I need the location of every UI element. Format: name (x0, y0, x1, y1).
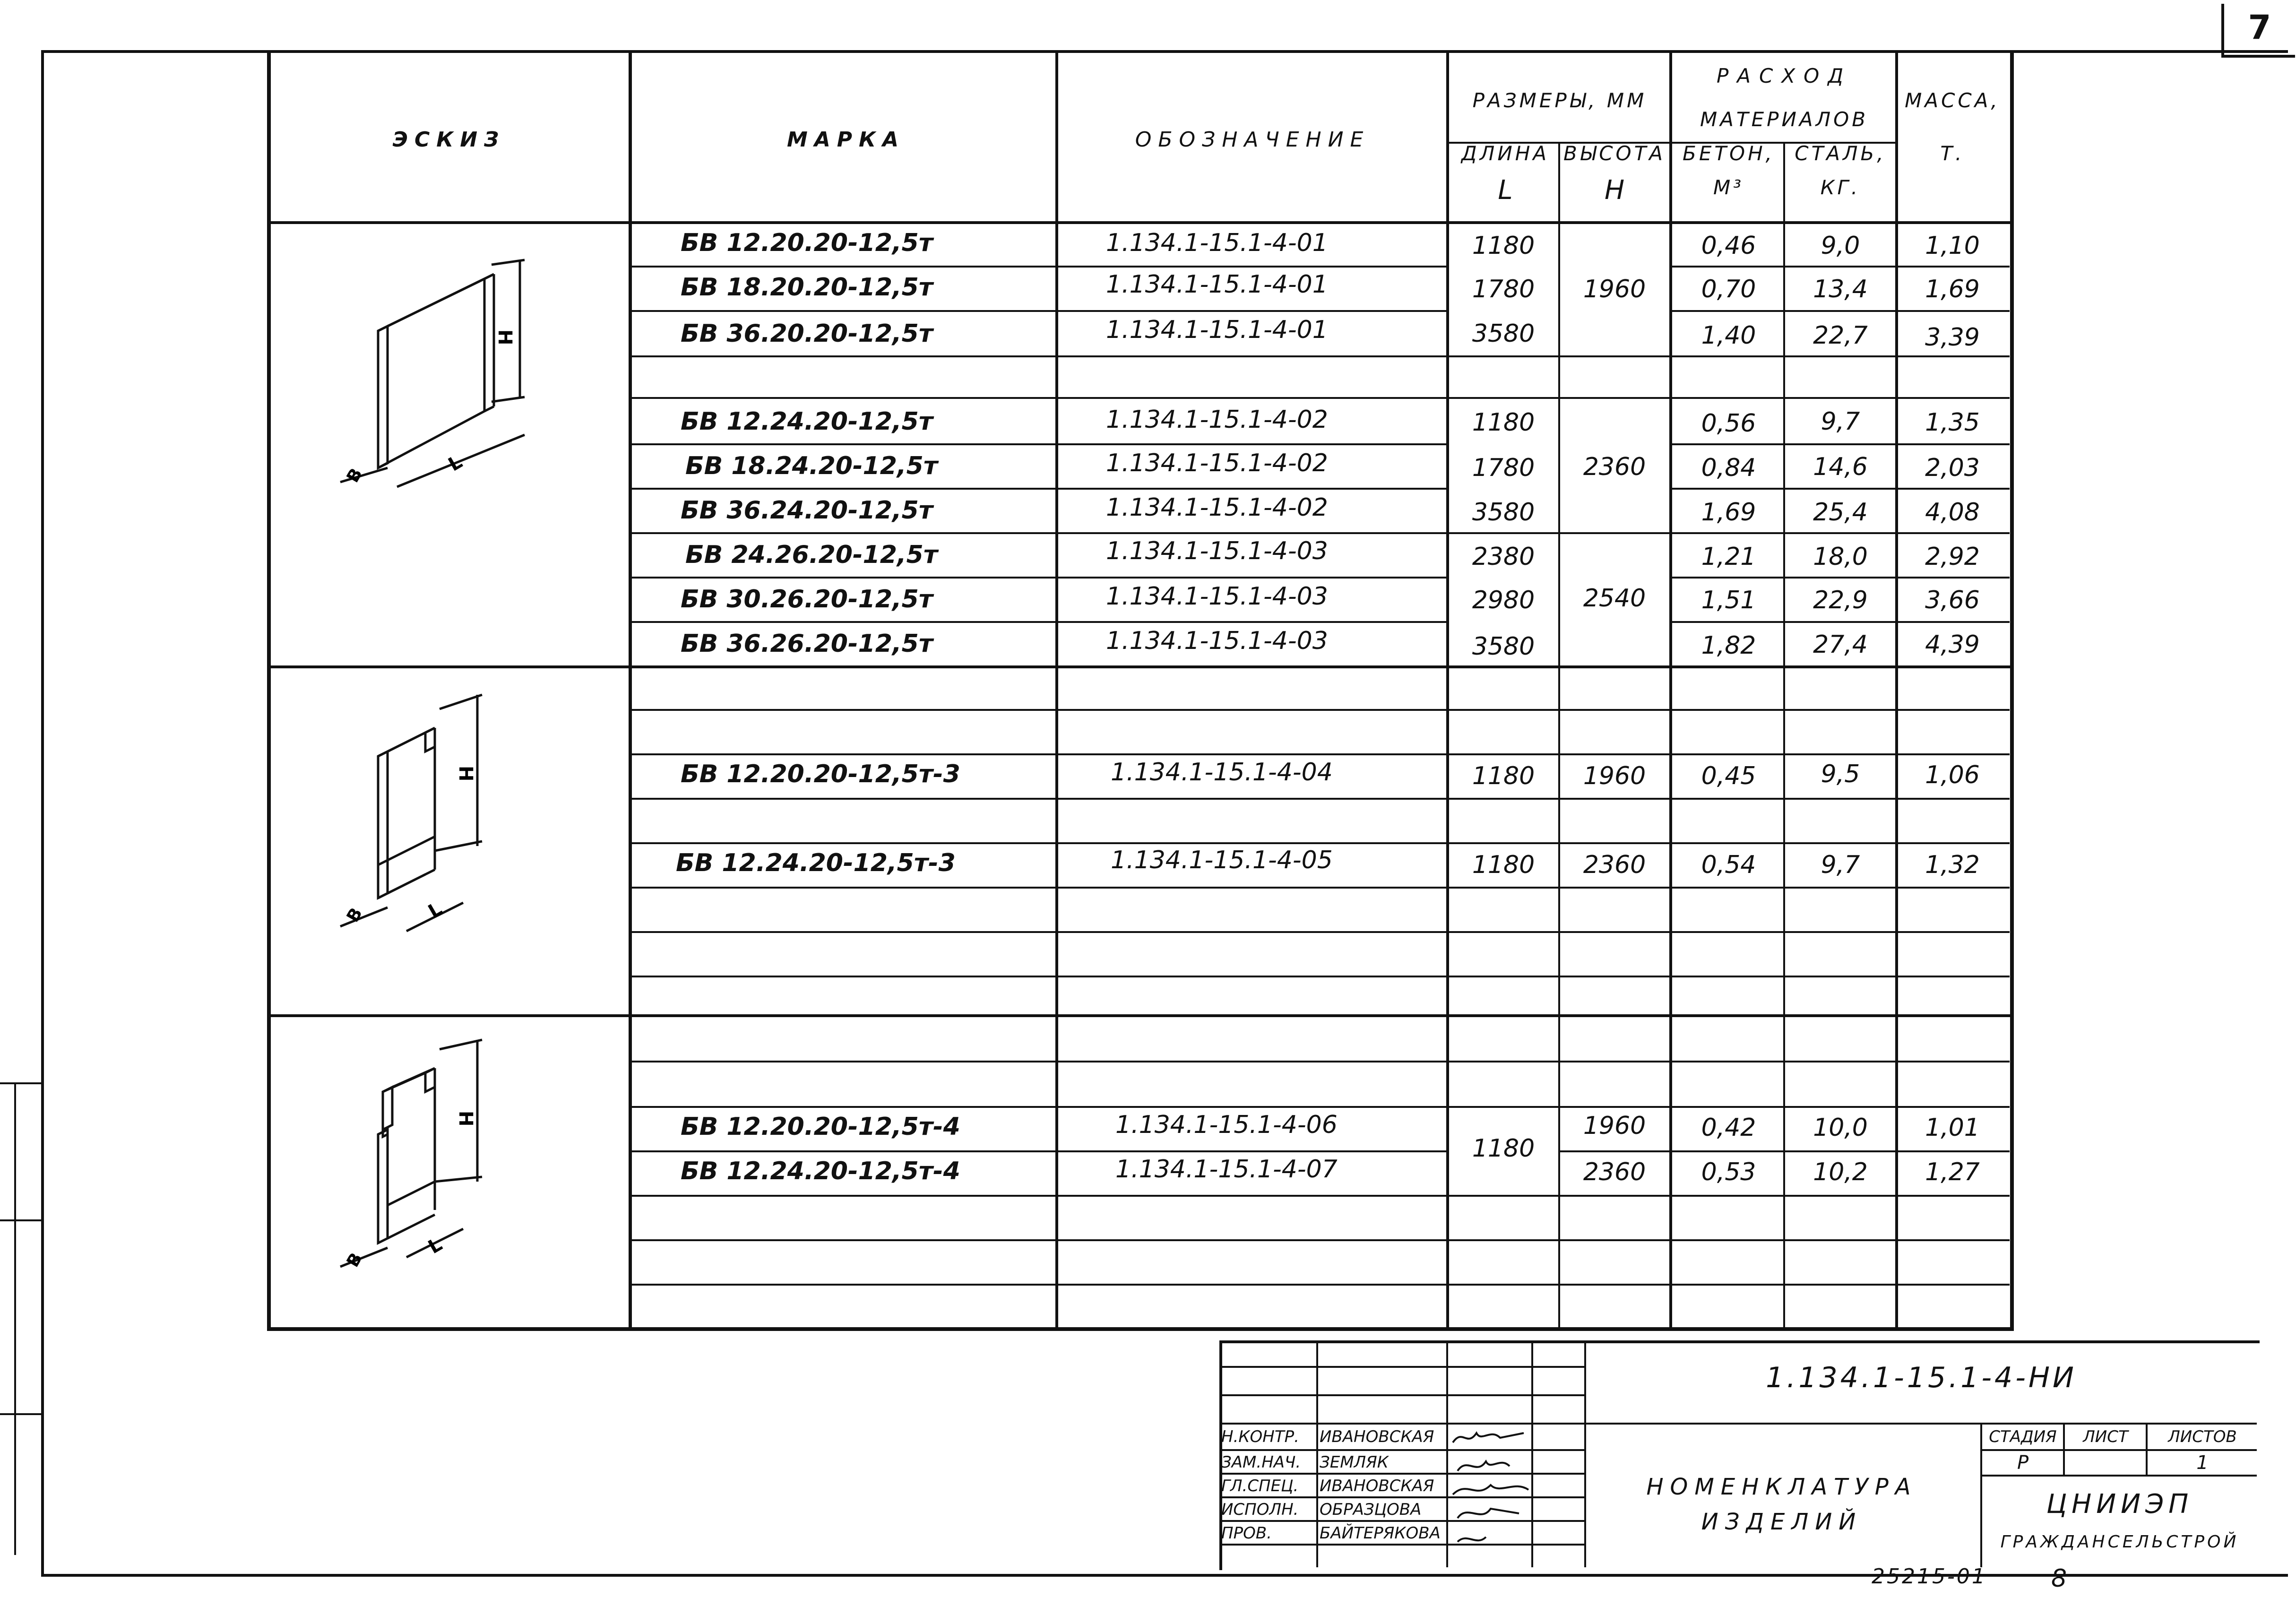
cell-steel: 9,0 (1821, 232, 1860, 260)
cell-height: 1960 (1583, 1112, 1646, 1140)
cell-designation: 1.134.1-15.1-4-03 (1106, 627, 1328, 655)
cell-concrete: 0,45 (1701, 762, 1756, 790)
doc-title-line1: НОМЕНКЛАТУРА (1646, 1474, 1917, 1500)
cell-height: 1960 (1583, 762, 1646, 790)
cell-steel: 9,7 (1821, 851, 1860, 879)
cell-mark: БВ 18.24.20-12,5т (685, 452, 938, 480)
cell-designation: 1.134.1-15.1-4-02 (1106, 406, 1328, 434)
cell-concrete: 1,40 (1701, 321, 1756, 350)
cell-height-group2: 2360 (1583, 453, 1646, 481)
signature-role: ЗАМ.НАЧ. (1221, 1453, 1301, 1472)
tb-line (1219, 1423, 2257, 1425)
handwritten-signatures (1448, 1424, 1531, 1565)
sketch-dimension-labels (343, 1111, 476, 1270)
header-mass-unit: Т. (1940, 142, 1965, 165)
cell-designation: 1.134.1-15.1-4-01 (1106, 316, 1328, 344)
cell-mark: БВ 12.20.20-12,5т-3 (681, 760, 960, 788)
cell-mass: 1,10 (1925, 232, 1980, 260)
cell-concrete: 0,54 (1701, 851, 1756, 879)
cell-length: 1180 (1472, 232, 1535, 260)
stage-value: Р (2017, 1452, 2029, 1474)
cell-mass: 2,92 (1925, 543, 1980, 571)
cell-steel: 9,5 (1821, 760, 1860, 788)
header-mass: МАССА, (1905, 89, 2000, 112)
footer-page-number: 8 (2051, 1564, 2067, 1593)
cell-length: 1180 (1472, 762, 1535, 790)
header-length-symbol: L (1498, 175, 1513, 206)
sketch-label-b: B (343, 465, 367, 486)
cell-height: 2360 (1583, 851, 1646, 879)
sketch-wall-panel-plain (312, 236, 558, 529)
cell-mass: 3,39 (1925, 323, 1980, 352)
sketch-label-h: H (455, 766, 476, 782)
header-steel-unit: КГ. (1820, 176, 1861, 199)
sketch-label-l: L (424, 898, 446, 923)
cell-mark: БВ 30.26.20-12,5т (681, 585, 933, 613)
binding-strip (0, 1082, 41, 1555)
archive-number: 25215-01 (1872, 1564, 1987, 1589)
cell-steel: 22,7 (1813, 321, 1868, 350)
org-subname: ГРАЖДАНСЕЛЬСТРОЙ (2000, 1532, 2239, 1552)
cell-mark: БВ 36.24.20-12,5т (681, 496, 933, 525)
header-concrete-unit: М³ (1713, 176, 1744, 199)
col-line-concrete (1783, 142, 1785, 1327)
signature-name: ИВАНОВСКАЯ (1320, 1477, 1434, 1495)
sketch-label-h: H (455, 1111, 476, 1127)
header-height-symbol: H (1604, 175, 1625, 206)
cell-length: 3580 (1472, 632, 1535, 661)
signature-name: БАЙТЕРЯКОВА (1320, 1524, 1441, 1543)
col-line-height (1669, 50, 1672, 1327)
signature-role: ПРОВ. (1221, 1524, 1272, 1543)
cell-designation: 1.134.1-15.1-4-03 (1106, 582, 1328, 611)
doc-title-line2: ИЗДЕЛИЙ (1701, 1509, 1863, 1535)
cell-designation: 1.134.1-15.1-4-01 (1106, 229, 1328, 257)
cell-height-group1: 1960 (1583, 275, 1646, 303)
header-mark: МАРКА (786, 128, 906, 152)
col-line-sketch (629, 50, 632, 1327)
doc-code: 1.134.1-15.1-4-НИ (1766, 1361, 2077, 1394)
sheets-label: ЛИСТОВ (2168, 1427, 2237, 1446)
sketch-label-h: H (494, 329, 516, 346)
cell-length: 2980 (1472, 586, 1535, 614)
cell-designation: 1.134.1-15.1-4-07 (1115, 1155, 1338, 1183)
cell-concrete: 0,70 (1701, 275, 1756, 303)
cell-mark: БВ 36.20.20-12,5т (681, 320, 933, 348)
tb-line (1531, 1340, 1533, 1567)
cell-steel: 10,2 (1813, 1158, 1868, 1186)
sheets-value: 1 (2196, 1452, 2209, 1474)
cell-concrete: 1,51 (1701, 586, 1756, 614)
header-consumption: РАСХОД (1716, 64, 1852, 87)
sketch-wall-panel-step (312, 681, 558, 974)
sheet-label: ЛИСТ (2083, 1427, 2128, 1446)
org-name: ЦНИИЭП (2046, 1489, 2193, 1520)
cell-steel: 14,6 (1813, 453, 1868, 481)
cell-mass: 2,03 (1925, 454, 1980, 482)
cell-mark: БВ 12.24.20-12,5т (681, 407, 933, 436)
signature-name: ИВАНОВСКАЯ (1320, 1427, 1434, 1446)
signature-role: Н.КОНТР. (1221, 1427, 1299, 1446)
cell-designation: 1.134.1-15.1-4-04 (1111, 758, 1333, 786)
signature-name: ЗЕМЛЯК (1320, 1453, 1389, 1472)
cell-mark: БВ 12.20.20-12,5т (681, 229, 933, 257)
cell-mass: 1,27 (1925, 1158, 1980, 1186)
header-steel: СТАЛЬ, (1795, 142, 1886, 165)
tb-line (1219, 1394, 1584, 1396)
header-bottom-line (267, 221, 2010, 224)
header-designation: ОБОЗНАЧЕНИЕ (1135, 128, 1370, 152)
cell-designation: 1.134.1-15.1-4-02 (1106, 493, 1328, 522)
cell-designation: 1.134.1-15.1-4-02 (1106, 449, 1328, 477)
header-materials: МАТЕРИАЛОВ (1700, 108, 1869, 131)
cell-concrete: 1,82 (1701, 631, 1756, 660)
cell-length: 2380 (1472, 543, 1535, 571)
tb-line (1219, 1366, 1584, 1368)
sketch-label-b: B (343, 904, 367, 926)
cell-mark: БВ 36.26.20-12,5т (681, 630, 933, 658)
cell-mass: 1,35 (1925, 408, 1980, 437)
signature-role: ГЛ.СПЕЦ. (1221, 1477, 1299, 1495)
cell-steel: 9,7 (1821, 407, 1860, 436)
cell-mark: БВ 12.20.20-12,5т-4 (681, 1113, 960, 1141)
stage-label: СТАДИЯ (1989, 1427, 2057, 1446)
header-length: ДЛИНА (1461, 142, 1550, 165)
cell-concrete: 1,69 (1701, 498, 1756, 527)
cell-length: 3580 (1472, 320, 1535, 348)
cell-steel: 22,9 (1813, 586, 1868, 614)
header-dimensions: РАЗМЕРЫ, ММ (1472, 89, 1647, 112)
cell-length: 1780 (1472, 275, 1535, 303)
cell-mark: БВ 12.24.20-12,5т-4 (681, 1157, 960, 1185)
cell-mass: 4,39 (1925, 631, 1980, 659)
header-concrete: БЕТОН, (1683, 142, 1775, 165)
cell-steel: 25,4 (1813, 498, 1868, 527)
cell-mark: БВ 12.24.20-12,5т-3 (676, 849, 956, 877)
header-sketch: ЭСКИЗ (392, 128, 506, 152)
cell-steel: 18,0 (1813, 543, 1868, 571)
sketch-wall-panel-double-step (312, 1030, 558, 1314)
header-height: ВЫСОТА (1563, 142, 1666, 165)
cell-mass: 4,08 (1925, 498, 1980, 527)
cell-concrete: 0,56 (1701, 409, 1756, 438)
cell-length: 3580 (1472, 498, 1535, 527)
tb-line (1584, 1340, 1586, 1567)
cell-height-group3: 2540 (1583, 584, 1646, 613)
cell-mass: 1,32 (1925, 851, 1980, 879)
cell-mass: 1,01 (1925, 1114, 1980, 1142)
cell-designation: 1.134.1-15.1-4-05 (1111, 846, 1333, 874)
cell-designation: 1.134.1-15.1-4-03 (1106, 537, 1328, 565)
cell-concrete: 0,42 (1701, 1114, 1756, 1142)
cell-concrete: 1,21 (1701, 543, 1756, 571)
cell-length: 1180 (1472, 408, 1535, 437)
cell-mass: 1,69 (1925, 275, 1980, 303)
cell-designation: 1.134.1-15.1-4-06 (1115, 1111, 1338, 1139)
cell-steel: 27,4 (1813, 631, 1868, 659)
col-line-mark (1055, 50, 1058, 1327)
tb-line (1980, 1423, 1982, 1567)
sketch-label-b: B (343, 1249, 367, 1271)
signature-role: ИСПОЛН. (1221, 1500, 1299, 1519)
col-line-length (1558, 142, 1560, 1327)
cell-mark: БВ 18.20.20-12,5т (681, 273, 933, 302)
cell-length-group4: 1180 (1472, 1134, 1535, 1163)
cell-length: 1180 (1472, 851, 1535, 879)
tb-line (1316, 1340, 1318, 1567)
cell-mass: 1,06 (1925, 761, 1980, 789)
sketch-label-l: L (424, 1233, 446, 1259)
tb-line (1980, 1449, 2257, 1451)
tb-line (1980, 1475, 2257, 1477)
cell-length: 1780 (1472, 454, 1535, 482)
cell-designation: 1.134.1-15.1-4-01 (1106, 270, 1328, 299)
cell-concrete: 0,84 (1701, 454, 1756, 482)
cell-steel: 13,4 (1813, 275, 1868, 303)
cell-height: 2360 (1583, 1158, 1646, 1186)
sketch-label-l: L (444, 451, 466, 476)
page-number: 7 (2221, 4, 2295, 58)
cell-mark: БВ 24.26.20-12,5т (685, 541, 938, 569)
cell-concrete: 0,46 (1701, 232, 1756, 260)
cell-concrete: 0,53 (1701, 1158, 1756, 1186)
cell-mass: 3,66 (1925, 586, 1980, 614)
signature-name: ОБРАЗЦОВА (1320, 1500, 1422, 1519)
cell-steel: 10,0 (1813, 1114, 1868, 1142)
